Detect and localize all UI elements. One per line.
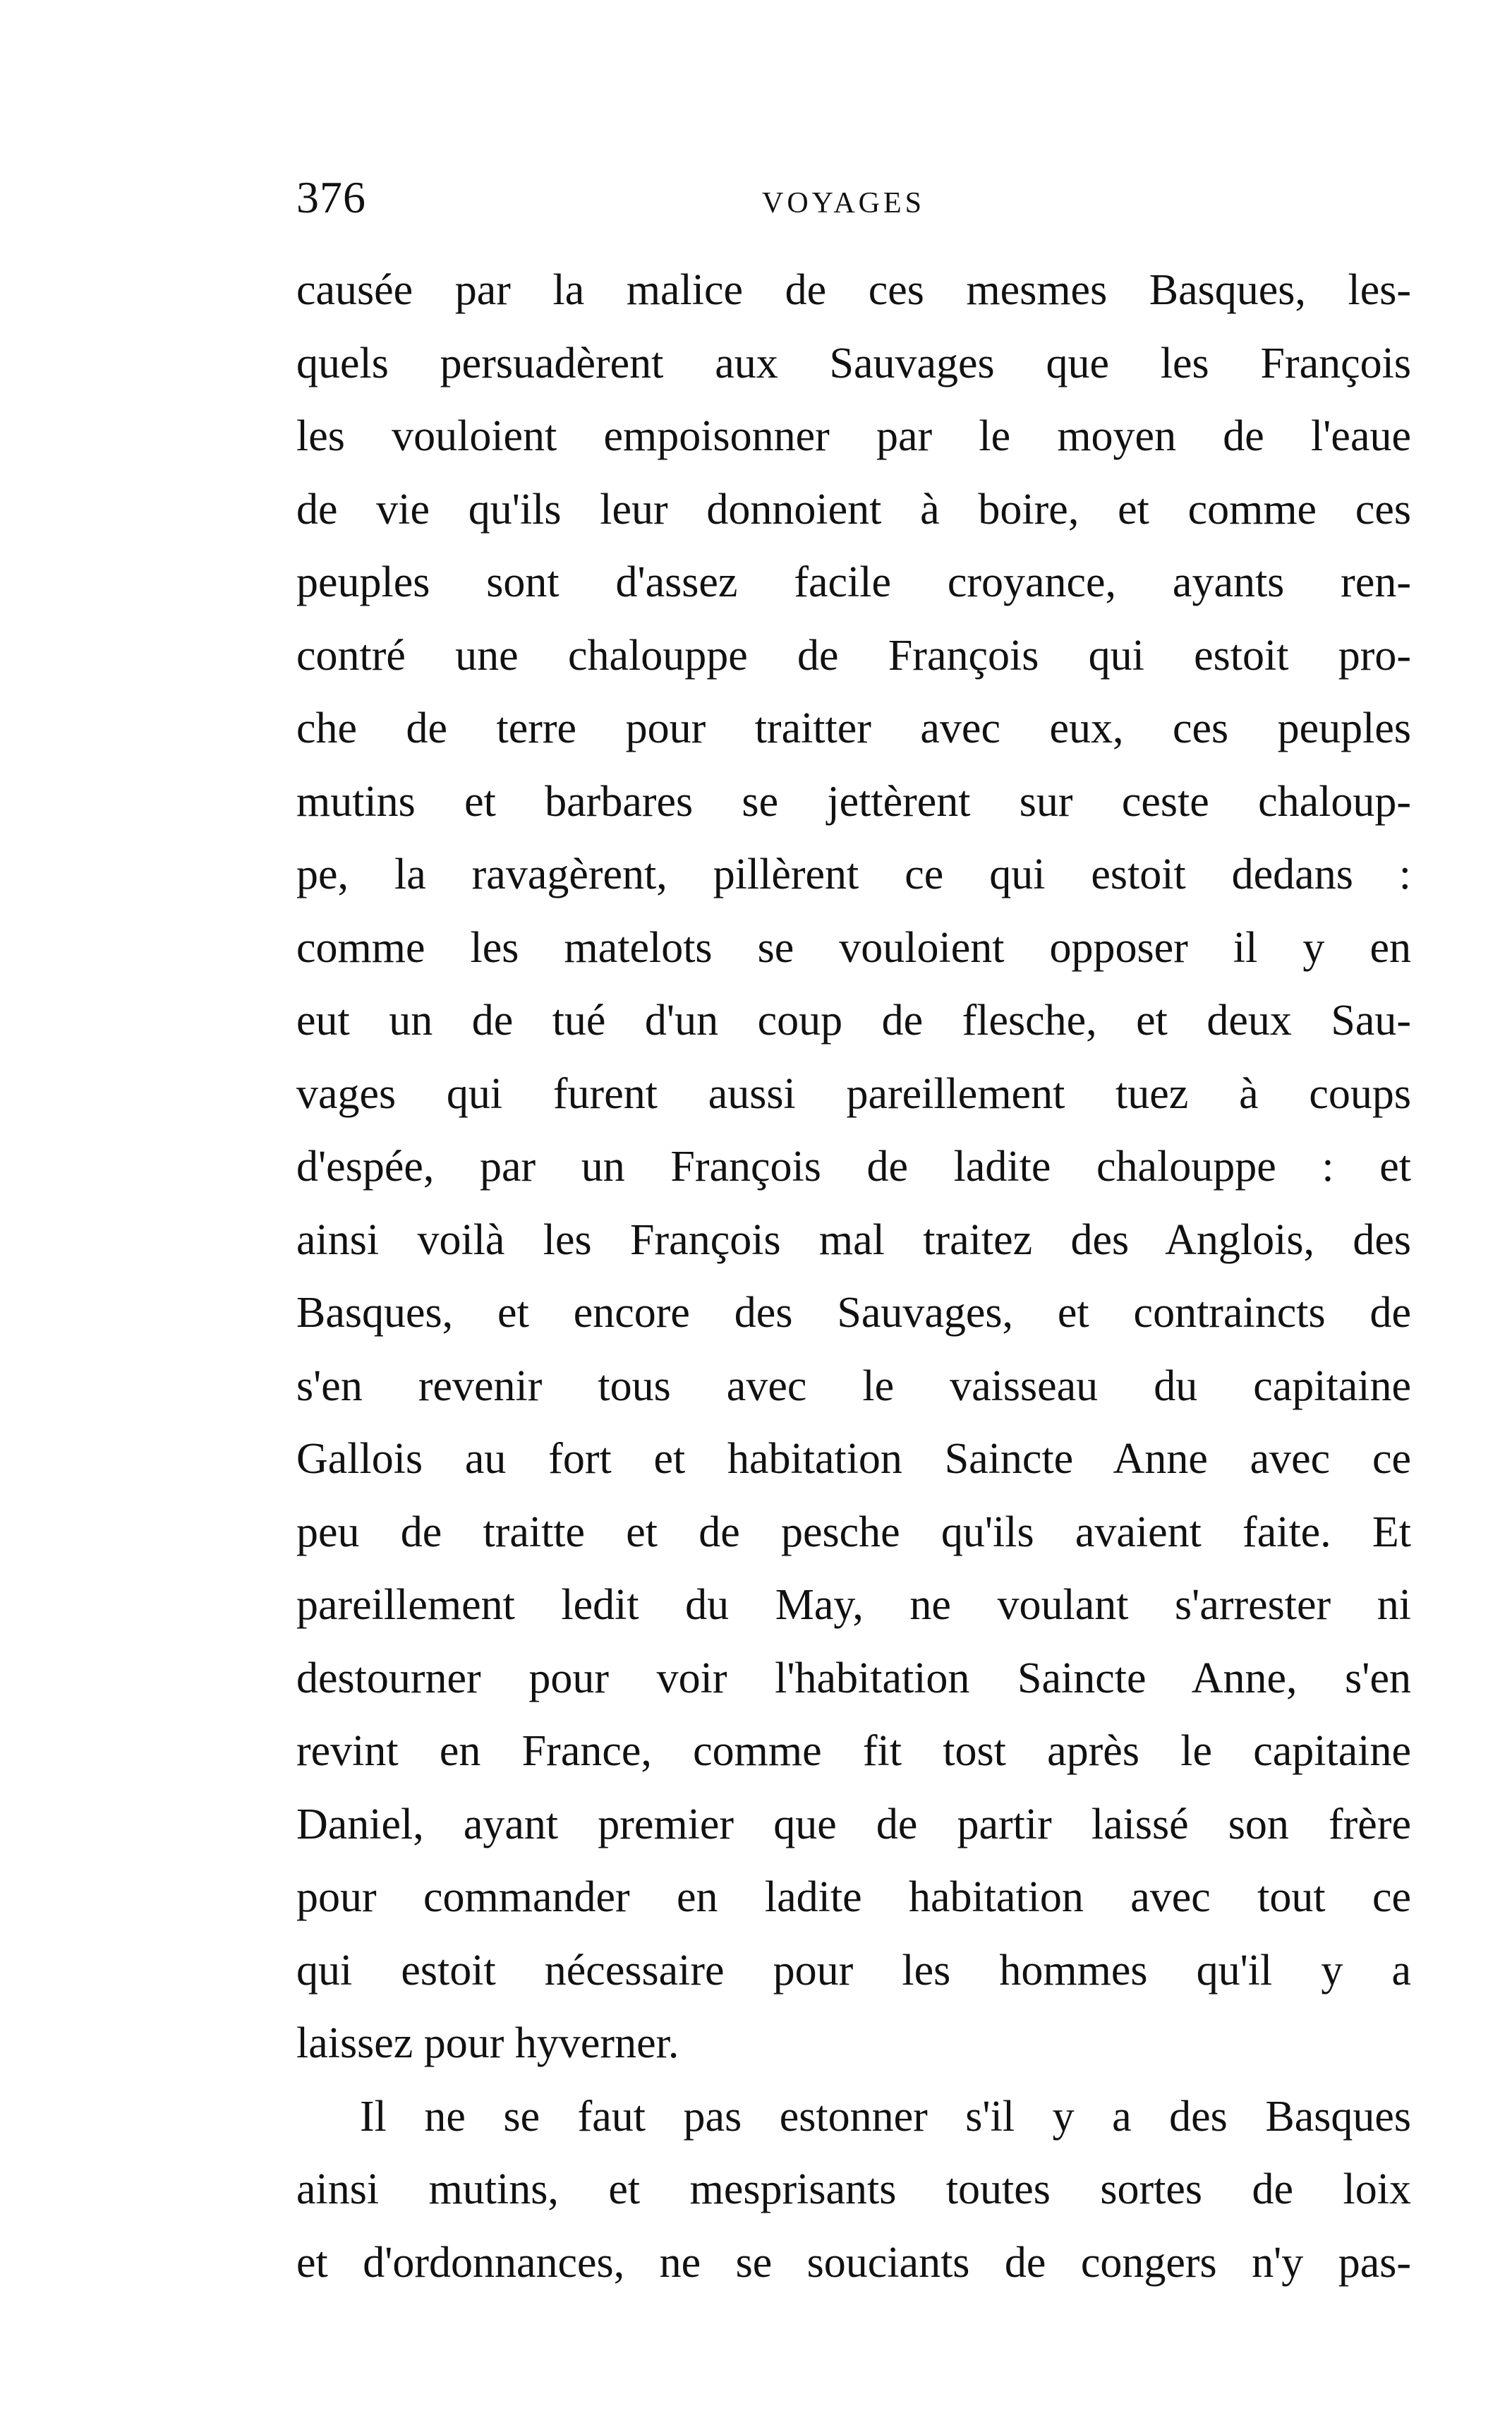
text-line: mutins et barbares se jettèrent sur ceste chaloup- [296, 777, 1411, 826]
text-line: quels persuadèrent aux Sauvages que les François [296, 339, 1411, 387]
running-head [296, 166, 1411, 229]
text-line: ainsi voilà les François mal traitez des Anglois, des [296, 1215, 1411, 1264]
text-line: qui estoit nécessaire pour les hommes qu'il y a [296, 1946, 1411, 1995]
body-text [296, 254, 1411, 2299]
text-line: pareillement ledit du May, ne voulant s'arrester ni [296, 1581, 1411, 1629]
text-line: Daniel, ayant premier que de partir laissé son frère [296, 1800, 1411, 1848]
text-line: revint en France, comme fit tost après le capitaine [296, 1727, 1411, 1775]
text-line: pour commander en ladite habitation avec tout ce [296, 1873, 1411, 1921]
text-line: destourner pour voir l'habitation Saincte Anne, s'en [296, 1654, 1411, 1702]
text-line: et d'ordonnances, ne se souciants de congers n'y pas- [296, 2238, 1411, 2287]
text-line: peuples sont d'assez facile croyance, ayants ren- [296, 558, 1411, 606]
text-line: pe, la ravagèrent, pillèrent ce qui estoit dedans : [296, 850, 1411, 898]
text-line: contré une chalouppe de François qui estoit pro- [296, 631, 1411, 680]
text-line: d'espée, par un François de ladite chalouppe : et [296, 1143, 1411, 1191]
text-line: Gallois au fort et habitation Saincte Anne avec ce [296, 1435, 1411, 1483]
text-line: ainsi mutins, et mesprisants toutes sortes de loix [296, 2165, 1411, 2213]
text-line: comme les matelots se vouloient opposer il y en [296, 923, 1411, 972]
text-line: Basques, et encore des Sauvages, et contraincts de [296, 1289, 1411, 1337]
text-line: s'en revenir tous avec le vaisseau du capitaine [296, 1361, 1411, 1410]
text-line: les vouloient empoisonner par le moyen de l'eaue [296, 412, 1411, 460]
text-line: che de terre pour traitter avec eux, ces peuples [296, 704, 1411, 752]
text-line: eut un de tué d'un coup de flesche, et deux Sau- [296, 997, 1411, 1045]
page-number: 376 [296, 172, 366, 222]
text-line: causée par la malice de ces mesmes Basques, les- [296, 266, 1411, 314]
text-line: de vie qu'ils leur donnoient à boire, et comme ces [296, 485, 1411, 534]
text-line: Il ne se faut pas estonner s'il y a des Basques [360, 2092, 1411, 2141]
text-line: laissez pour hyverner. [296, 2019, 679, 2067]
running-title: VOYAGES [762, 187, 926, 219]
text-line: peu de traitte et de pesche qu'ils avaient faite. Et [296, 1508, 1411, 1556]
text-line: vages qui furent aussi pareillement tuez à coups [296, 1069, 1411, 1118]
